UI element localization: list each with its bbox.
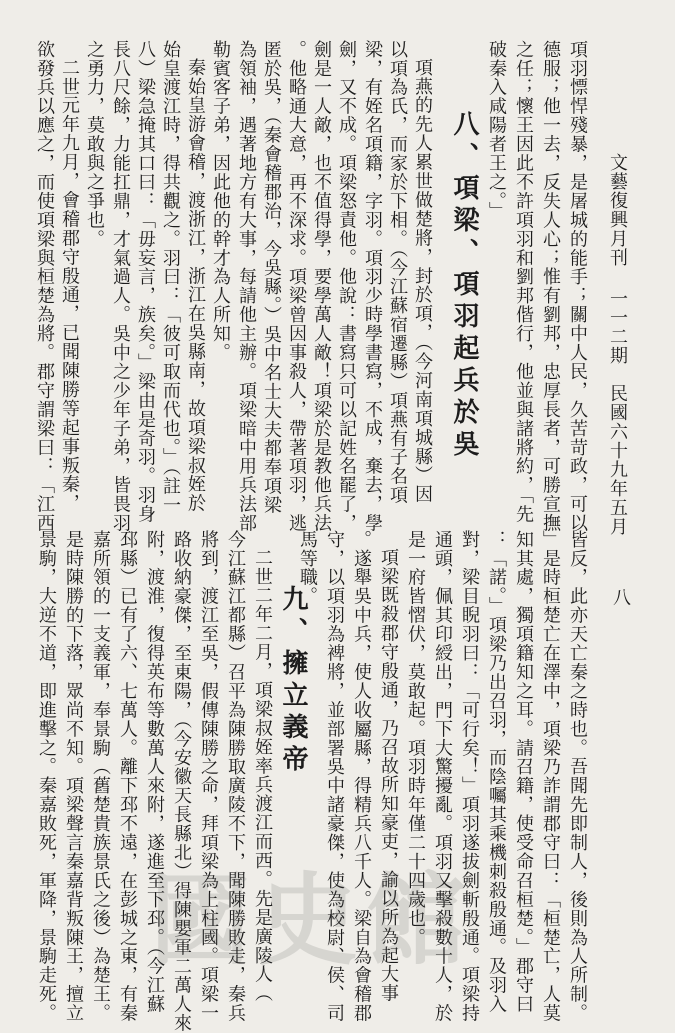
bottom-text-line: 項梁既殺郡守殷通，乃召故所知豪吏，諭以所為起大事 xyxy=(378,548,399,1003)
top-text-line: 之任；懷王因此不許項羽和劉邦偕行，他並與諸將約，「先 xyxy=(513,40,534,524)
section-8-line: 梁，有姪名項籍，字羽。項羽少時學書寫，不成，棄去，學 xyxy=(362,40,383,533)
section-9-line: 是時陳勝的下落，眾尚不知。項梁聲言秦嘉背叛陳王，擅立 xyxy=(63,530,84,1023)
section-8-line: 始皇渡江時，得共觀之。羽曰：「彼可取而代也。」（註一 xyxy=(160,40,181,515)
section-8-heading: 八、項梁、項羽起兵於吳 xyxy=(449,110,479,462)
section-9-line: 嘉所領的一支義軍，奉景駒（舊楚貴族景氏之後）為楚王。 xyxy=(90,530,111,1023)
section-8-line: 以項為氏，而家於下相。（今江蘇宿遷縣）項燕有子名項 xyxy=(387,40,408,505)
section-8-line: 匿於吳，（秦會稽郡治，今吳縣。）吳中名士大夫都奉項梁 xyxy=(261,40,282,515)
top-text-line: 項羽慓悍殘暴，是屠城的能手；關中人民，久苦苛政，可以 xyxy=(567,40,588,533)
page-number: 八 xyxy=(610,588,631,607)
top-text-line: 德服；他一去，反失人心；惟有劉邦，忠厚長者，可勝宣撫 xyxy=(540,40,561,533)
section-9-line: 附，渡淮，復得英布等數萬人來附，遂進至下邳。（今江蘇 xyxy=(144,530,165,1014)
section-9-line: 邳縣）已有了六、七萬人。離下邳不遠，在彭城之東，有秦 xyxy=(117,530,138,1023)
section-8-line: 欲發兵以應之，而使項梁與桓楚為將。郡守謂梁曰：「江西 xyxy=(34,40,55,533)
section-8-line: 之勇力，莫敢與之爭也。 xyxy=(84,40,105,249)
archive-watermark: 國史館 xyxy=(150,862,474,979)
bottom-text-line: 皆反，此亦天亡秦之時也。吾聞先即制人，後則為人所制。 xyxy=(567,530,588,1023)
section-9-line: 景駒，大逆不道，即進擊之。秦嘉敗死，軍降，景駒走死。 xyxy=(36,530,57,1023)
section-9-heading: 九、擁立義帝 xyxy=(278,585,308,777)
top-text-line: 破秦入咸陽者王之。」 xyxy=(486,40,507,221)
section-8-line: 劍是一人敵，也不值得學，要學萬人敵！項梁於是教他兵法 xyxy=(311,40,332,533)
section-8-line: 項燕的先人累世做楚將，封於項，（今河南項城縣）因 xyxy=(412,58,433,504)
bottom-text-line: 對，梁目睨羽曰：「可行矣！」項羽遂拔劍斬殷通。項梁持 xyxy=(459,530,480,1023)
bottom-text-line: ：「諾。」項梁乃出召羽，而陰囑其乘機刺殺殷通。及羽入 xyxy=(486,530,507,1014)
bottom-text-line: 。遂舉吳中兵，使人收屬縣，得精兵八千人。梁自為會稽郡 xyxy=(351,530,372,1023)
section-8-line: 長八尺餘，力能扛鼎，才氣過人。吳中之少年子弟，皆畏羽 xyxy=(110,40,131,533)
bottom-text-line: 通頭，佩其印綬出，門下大驚擾亂。項羽又擊殺數十人，於 xyxy=(432,530,453,1023)
section-8-line: 。他略通大意，再不深求。項梁曾因事殺人，帶著項羽，逃 xyxy=(286,40,307,533)
section-9-line: 路收納豪傑，至東陽，（今安徽天長縣北）得陳嬰軍二萬人來 xyxy=(171,530,192,1033)
section-8-line: 秦始皇游會稽，渡浙江，浙江在吳縣南，故項梁叔姪於 xyxy=(185,58,206,513)
section-8-line: 二世元年九月，會稽郡守殷通，已聞陳勝等起事叛秦， xyxy=(59,58,80,513)
section-9-line: 今江蘇江都縣）召平為陳勝取廣陵不下，聞陳勝敗走，秦兵 xyxy=(225,530,246,1023)
bottom-text-line: 知其處，獨項籍知之耳。請召籍，使受命召桓楚。」郡守曰 xyxy=(513,530,534,1014)
section-8-line: 為領袖，遇著地方有大事，每請他主辦。項梁暗中用兵法部 xyxy=(236,40,257,533)
bottom-text-line: 是一府皆慴伏，莫敢起。項羽時年僅二十四歲也。 xyxy=(405,530,426,947)
running-header: 文藝復興月刊 一一二期 民國六十九年五月 xyxy=(607,153,628,536)
bottom-text-line: 守，以項羽為裨將，並部署吳中諸豪傑，使為校尉、侯、司 xyxy=(324,530,345,1023)
section-8-line: 勒賓客子弟，因此他的幹才為人所知。 xyxy=(210,40,231,363)
bottom-text-line: 馬等職。 xyxy=(297,530,318,606)
bottom-text-line: 」是時桓楚亡在澤中，項梁乃詐謂郡守曰：「桓楚亡，人莫 xyxy=(540,530,561,1023)
section-8-line: 八）梁急掩其口曰：「毋妄言，族矣。」梁由是奇羽。羽身 xyxy=(135,40,156,524)
section-8-line: 劍，又不成。項梁怒責他。他說：書寫只可以記姓名罷了， xyxy=(336,40,357,533)
section-9-line: 二世二年二月，項梁叔姪率兵渡江而西。先是廣陵人（ xyxy=(252,548,273,1003)
section-9-line: 將到，渡江至吳，假傳陳勝之命，拜項梁為上柱國。項梁一 xyxy=(198,530,219,1023)
